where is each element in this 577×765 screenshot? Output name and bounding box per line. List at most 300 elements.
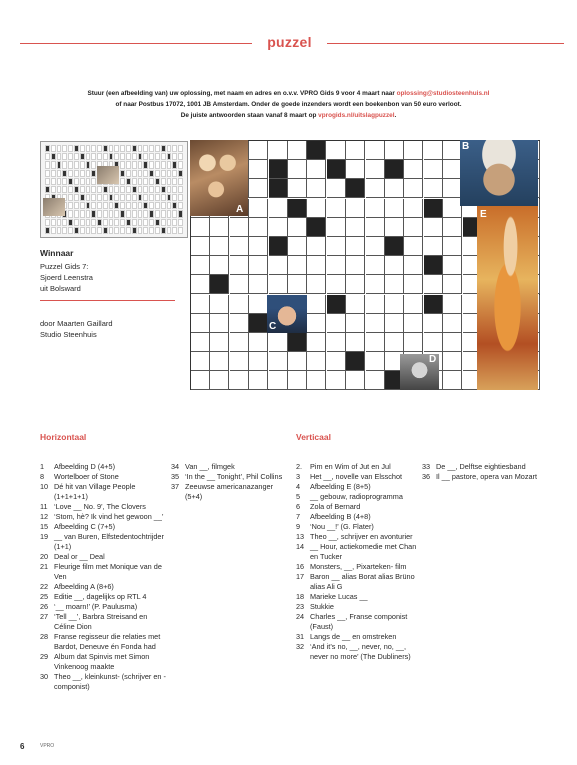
- results-link[interactable]: vprogids.nl/uitslagpuzzel: [318, 112, 395, 119]
- grid-cell[interactable]: [346, 314, 365, 333]
- grid-cell[interactable]: [210, 314, 229, 333]
- grid-cell[interactable]: [191, 275, 210, 294]
- grid-cell[interactable]: [230, 371, 249, 390]
- clue-item: [40, 462, 166, 472]
- intro-text: Stuur (een afbeelding van) uw oplossing, met naam en adres en o.v.v. VPRO Gids 9 voor 4 maart naar oplossing@studiosteenhuis.nl of naar Postbus 17072, 1001 JB Amsterdam. Onder de goede inzenders wordt een boekenbon van 50 euro verloot. De juiste antwoorden staan vanaf 8 maart op vprogids.nl/uitslagpuzzel.: [60, 88, 517, 121]
- clue-item: [40, 512, 166, 522]
- grid-cell[interactable]: [366, 295, 385, 314]
- grid-cell[interactable]: [366, 371, 385, 390]
- grid-cell[interactable]: [424, 237, 443, 256]
- clue-item: [296, 502, 420, 512]
- grid-cell[interactable]: [307, 295, 326, 314]
- clue-number: 37: [171, 482, 180, 491]
- credits: [40, 318, 113, 340]
- clue-text: ‘__ moarn!’ (P. Paulusma): [54, 602, 138, 611]
- clue-text: Afbeelding C (7+5): [54, 522, 116, 531]
- grid-cell[interactable]: [366, 218, 385, 237]
- grid-cell[interactable]: [230, 314, 249, 333]
- grid-cell[interactable]: [307, 314, 326, 333]
- clue-number: 26: [40, 602, 49, 611]
- grid-cell[interactable]: [366, 179, 385, 198]
- clue-text: Marieke Lucas __: [310, 592, 368, 601]
- grid-cell[interactable]: [327, 275, 346, 294]
- clue-item: [296, 602, 420, 612]
- grid-cell[interactable]: [346, 295, 365, 314]
- grid-cell[interactable]: [210, 275, 229, 294]
- grid-cell[interactable]: [404, 141, 423, 160]
- clue-number: 10: [40, 482, 49, 491]
- grid-cell[interactable]: [327, 256, 346, 275]
- clue-item: [171, 472, 291, 482]
- photo-label: A: [236, 204, 244, 215]
- grid-cell[interactable]: [191, 333, 210, 352]
- photo-label: E: [480, 209, 487, 220]
- clue-number: 14: [296, 542, 305, 551]
- grid-cell[interactable]: [230, 295, 249, 314]
- grid-cell[interactable]: [230, 218, 249, 237]
- grid-cell[interactable]: [385, 237, 404, 256]
- grid-cell[interactable]: [307, 256, 326, 275]
- clue-item: [40, 472, 166, 482]
- grid-cell[interactable]: [346, 352, 365, 371]
- grid-cell[interactable]: [307, 199, 326, 218]
- clue-text: ‘Stom, hè? Ik vind het gewoon __’: [54, 512, 164, 521]
- clue-number: 15: [40, 522, 49, 531]
- grid-cell[interactable]: [385, 218, 404, 237]
- grid-cell[interactable]: [366, 314, 385, 333]
- page-number: 6: [20, 742, 25, 751]
- grid-cell[interactable]: [210, 333, 229, 352]
- grid-cell[interactable]: [249, 275, 268, 294]
- grid-cell[interactable]: [327, 314, 346, 333]
- photo-label: C: [269, 321, 277, 332]
- clue-item: [40, 522, 166, 532]
- grid-cell[interactable]: [385, 160, 404, 179]
- clue-number: 1: [40, 462, 45, 471]
- clue-text: Il __ pastore, opera van Mozart: [436, 472, 537, 481]
- clue-number: 9: [296, 522, 301, 531]
- grid-cell[interactable]: [424, 256, 443, 275]
- grid-cell[interactable]: [269, 199, 288, 218]
- clue-item: [40, 502, 166, 512]
- grid-cell[interactable]: [366, 199, 385, 218]
- grid-cell[interactable]: [404, 295, 423, 314]
- clue-text: Baron __ alias Borat alias Brüno alias Ali G: [310, 572, 415, 591]
- winner-heading: Winnaar: [40, 248, 74, 258]
- clue-number: 29: [40, 652, 49, 661]
- grid-cell[interactable]: [191, 295, 210, 314]
- grid-cell[interactable]: [404, 179, 423, 198]
- grid-cell[interactable]: [191, 314, 210, 333]
- grid-cell[interactable]: [307, 179, 326, 198]
- grid-cell[interactable]: [249, 256, 268, 275]
- clue-item: [296, 572, 420, 592]
- clue-text: Afbeelding D (4+5): [54, 462, 116, 471]
- email-link[interactable]: oplossing@studiosteenhuis.nl: [396, 90, 490, 97]
- grid-cell[interactable]: [366, 160, 385, 179]
- grid-cell[interactable]: [424, 141, 443, 160]
- grid-cell[interactable]: [346, 256, 365, 275]
- grid-cell[interactable]: [269, 256, 288, 275]
- photo-label: D: [429, 354, 437, 365]
- grid-cell[interactable]: [346, 218, 365, 237]
- grid-cell[interactable]: [210, 256, 229, 275]
- intro-line3: De juiste antwoorden staan vanaf 8 maart op: [180, 112, 319, 119]
- grid-cell[interactable]: [385, 256, 404, 275]
- grid-cell[interactable]: [424, 295, 443, 314]
- clue-text: Dé hit van Village People (1+1+1+1): [54, 482, 136, 501]
- grid-cell[interactable]: [404, 333, 423, 352]
- section-title: puzzel: [267, 34, 312, 50]
- horizontal-clues-col2: [171, 462, 291, 502]
- grid-cell[interactable]: [443, 256, 462, 275]
- clue-number: 2.: [296, 462, 303, 471]
- grid-cell[interactable]: [443, 352, 462, 371]
- grid-cell[interactable]: [307, 160, 326, 179]
- grid-cell[interactable]: [307, 141, 326, 160]
- clue-text: Editie __, dagelijks op RTL 4: [54, 592, 147, 601]
- photo-e: [477, 206, 538, 390]
- grid-cell[interactable]: [385, 275, 404, 294]
- clue-number: 30: [40, 672, 49, 681]
- clue-item: [296, 532, 420, 542]
- grid-cell[interactable]: [288, 333, 307, 352]
- grid-cell[interactable]: [307, 237, 326, 256]
- grid-cell[interactable]: [385, 333, 404, 352]
- grid-cell[interactable]: [327, 179, 346, 198]
- grid-cell[interactable]: [346, 160, 365, 179]
- clue-text: ‘In the __ Tonight’, Phil Collins: [185, 472, 283, 481]
- grid-cell[interactable]: [249, 295, 268, 314]
- grid-cell[interactable]: [443, 371, 462, 390]
- photo-b: [460, 140, 538, 206]
- clue-text: ‘And it’s no, __, never, no, __, never no more’ (The Dubliners): [310, 642, 411, 661]
- grid-cell[interactable]: [288, 141, 307, 160]
- grid-cell[interactable]: [269, 141, 288, 160]
- grid-cell[interactable]: [249, 218, 268, 237]
- grid-cell[interactable]: [288, 352, 307, 371]
- divider: [40, 300, 175, 301]
- clue-number: 18: [296, 592, 305, 601]
- grid-cell[interactable]: [385, 141, 404, 160]
- grid-cell[interactable]: [288, 218, 307, 237]
- photo-c: [267, 295, 307, 333]
- author: door Maarten Gaillard: [40, 319, 113, 328]
- grid-cell[interactable]: [404, 199, 423, 218]
- clue-number: 13: [296, 532, 305, 541]
- clue-item: [40, 552, 166, 562]
- clue-text: Wortelboer of Stone: [54, 472, 119, 481]
- clue-item: [40, 482, 166, 502]
- clue-number: 4: [296, 482, 301, 491]
- clue-number: 32: [296, 642, 305, 651]
- grid-cell[interactable]: [327, 333, 346, 352]
- grid-cell[interactable]: [404, 314, 423, 333]
- grid-cell[interactable]: [230, 275, 249, 294]
- clue-text: __ van Buren, Elfstedentochtrijder (1+1): [54, 532, 164, 551]
- grid-cell[interactable]: [404, 275, 423, 294]
- clue-item: [40, 632, 166, 652]
- grid-cell[interactable]: [249, 199, 268, 218]
- header-rule-right: [327, 43, 564, 44]
- grid-cell[interactable]: [191, 371, 210, 390]
- clue-number: 31: [296, 632, 305, 641]
- grid-cell[interactable]: [327, 199, 346, 218]
- clue-item: [296, 472, 420, 482]
- clue-text: ‘Tell __’, Barbra Streisand en Céline Dion: [54, 612, 148, 631]
- winner-name: Sjoerd Leenstra: [40, 273, 93, 282]
- clue-text: __ Hour, actiekomedie met Chan en Tucker: [310, 542, 417, 561]
- clue-number: 7: [296, 512, 301, 521]
- grid-cell[interactable]: [191, 352, 210, 371]
- grid-cell[interactable]: [327, 237, 346, 256]
- clue-number: 36: [422, 472, 431, 481]
- clue-text: Fleurige film met Monique van de Ven: [54, 562, 162, 581]
- grid-cell[interactable]: [307, 352, 326, 371]
- clue-number: 34: [171, 462, 180, 471]
- clue-item: [296, 512, 420, 522]
- grid-cell[interactable]: [346, 275, 365, 294]
- clue-text: Afbeelding A (8+6): [54, 582, 114, 591]
- grid-cell[interactable]: [249, 141, 268, 160]
- grid-cell[interactable]: [307, 371, 326, 390]
- clue-item: [296, 482, 420, 492]
- clue-item: [40, 612, 166, 632]
- grid-cell[interactable]: [346, 179, 365, 198]
- clue-text: Stukkie: [310, 602, 334, 611]
- winner-block: [40, 248, 93, 294]
- clue-item: [296, 642, 420, 662]
- grid-cell[interactable]: [327, 141, 346, 160]
- winner-line: Puzzel Gids 7:: [40, 262, 89, 271]
- grid-cell[interactable]: [288, 371, 307, 390]
- grid-cell[interactable]: [424, 199, 443, 218]
- previous-solution-thumbnail: [40, 141, 188, 238]
- clue-item: [171, 482, 291, 502]
- clue-text: Zeeuwse americanazanger (5+4): [185, 482, 274, 501]
- clue-item: [422, 472, 546, 482]
- grid-cell[interactable]: [210, 218, 229, 237]
- footer-logo: VPRO: [40, 743, 55, 749]
- grid-cell[interactable]: [249, 371, 268, 390]
- clue-text: Pim en Wim of Jut en Jul: [310, 462, 391, 471]
- clue-number: 27: [40, 612, 49, 621]
- clue-number: 21: [40, 562, 49, 571]
- clue-item: [40, 592, 166, 602]
- clue-number: 28: [40, 632, 49, 641]
- grid-cell[interactable]: [269, 275, 288, 294]
- clue-item: [171, 462, 291, 472]
- vertical-heading: Verticaal: [296, 432, 331, 442]
- clue-text: ‘Love __ No. 9’, The Clovers: [54, 502, 146, 511]
- grid-cell[interactable]: [385, 295, 404, 314]
- grid-cell[interactable]: [307, 218, 326, 237]
- grid-cell[interactable]: [210, 371, 229, 390]
- grid-cell[interactable]: [404, 256, 423, 275]
- clue-item: [296, 542, 420, 562]
- grid-cell[interactable]: [230, 333, 249, 352]
- grid-cell[interactable]: [327, 352, 346, 371]
- grid-cell[interactable]: [269, 179, 288, 198]
- grid-cell[interactable]: [443, 275, 462, 294]
- clue-text: Franse regisseur die relaties met Bardot, Deneuve én Fonda had: [54, 632, 161, 651]
- grid-cell[interactable]: [443, 314, 462, 333]
- grid-cell[interactable]: [288, 160, 307, 179]
- grid-cell[interactable]: [327, 295, 346, 314]
- clue-text: Zola of Bernard: [310, 502, 361, 511]
- grid-cell[interactable]: [249, 237, 268, 256]
- grid-cell[interactable]: [424, 314, 443, 333]
- grid-cell[interactable]: [191, 237, 210, 256]
- clue-number: 25: [40, 592, 49, 601]
- clue-text: Theo __, kleinkunst- (schrijver en -componist): [54, 672, 166, 691]
- photo-d: [400, 354, 439, 390]
- clue-item: [40, 532, 166, 552]
- clue-number: 17: [296, 572, 305, 581]
- grid-cell[interactable]: [366, 275, 385, 294]
- grid-cell[interactable]: [366, 237, 385, 256]
- grid-cell[interactable]: [443, 295, 462, 314]
- clue-text: Monsters, __, Pixarteken- film: [310, 562, 407, 571]
- grid-cell[interactable]: [269, 352, 288, 371]
- grid-cell[interactable]: [230, 352, 249, 371]
- clue-text: __ gebouw, radioprogramma: [310, 492, 403, 501]
- clue-item: [296, 562, 420, 572]
- grid-cell[interactable]: [424, 333, 443, 352]
- grid-cell[interactable]: [424, 160, 443, 179]
- grid-cell[interactable]: [327, 160, 346, 179]
- grid-cell[interactable]: [288, 256, 307, 275]
- clue-number: 20: [40, 552, 49, 561]
- clue-item: [40, 652, 166, 672]
- grid-cell[interactable]: [191, 256, 210, 275]
- grid-cell[interactable]: [346, 237, 365, 256]
- clue-text: Afbeelding B (4+8): [310, 512, 371, 521]
- grid-cell[interactable]: [366, 352, 385, 371]
- clue-item: [296, 612, 420, 632]
- grid-cell[interactable]: [404, 218, 423, 237]
- grid-cell[interactable]: [404, 160, 423, 179]
- grid-cell[interactable]: [346, 141, 365, 160]
- clue-text: Het __, novelle van Elsschot: [310, 472, 403, 481]
- grid-cell[interactable]: [288, 199, 307, 218]
- clue-item: [40, 602, 166, 612]
- horizontal-heading: Horizontaal: [40, 432, 87, 442]
- grid-cell[interactable]: [385, 199, 404, 218]
- photo-label: B: [462, 141, 470, 152]
- solution-photo: [43, 198, 65, 216]
- clue-item: [422, 462, 546, 472]
- grid-cell[interactable]: [191, 218, 210, 237]
- intro-line1: Stuur (een afbeelding van) uw oplossing, met naam en adres en o.v.v. VPRO Gids 9 voor 4 maart naar: [87, 90, 397, 97]
- clue-number: 6: [296, 502, 301, 511]
- grid-cell[interactable]: [424, 218, 443, 237]
- grid-cell[interactable]: [385, 314, 404, 333]
- grid-cell[interactable]: [210, 237, 229, 256]
- clue-item: [296, 522, 420, 532]
- clue-number: 19: [40, 532, 49, 541]
- grid-cell[interactable]: [404, 237, 423, 256]
- clue-item: [296, 592, 420, 602]
- grid-cell[interactable]: [269, 218, 288, 237]
- grid-cell[interactable]: [269, 333, 288, 352]
- grid-cell[interactable]: [443, 333, 462, 352]
- clue-number: 16: [296, 562, 305, 571]
- clue-text: Van __, filmgek: [185, 462, 235, 471]
- grid-cell[interactable]: [443, 237, 462, 256]
- grid-cell[interactable]: [346, 199, 365, 218]
- clue-item: [40, 672, 166, 692]
- grid-cell[interactable]: [210, 295, 229, 314]
- clue-text: Deal or __ Deal: [54, 552, 105, 561]
- grid-cell[interactable]: [366, 141, 385, 160]
- grid-cell[interactable]: [366, 333, 385, 352]
- clue-number: 11: [40, 502, 48, 511]
- grid-cell[interactable]: [366, 256, 385, 275]
- header-rule-left: [20, 43, 252, 44]
- intro-line2: of naar Postbus 17072, 1001 JB Amsterdam. Onder de goede inzenders wordt een boekenbon van 50 euro verloot.: [115, 101, 462, 108]
- grid-cell[interactable]: [249, 352, 268, 371]
- grid-cell[interactable]: [288, 275, 307, 294]
- grid-cell[interactable]: [249, 333, 268, 352]
- grid-cell[interactable]: [307, 333, 326, 352]
- solution-photo: [97, 166, 119, 184]
- clue-text: Charles __, Franse componist (Faust): [310, 612, 408, 631]
- grid-cell[interactable]: [210, 352, 229, 371]
- clue-text: ‘Nou __!’ (G. Flater): [310, 522, 374, 531]
- grid-cell[interactable]: [327, 371, 346, 390]
- clue-number: 5: [296, 492, 301, 501]
- grid-cell[interactable]: [424, 275, 443, 294]
- clue-item: [40, 562, 166, 582]
- clue-item: [296, 492, 420, 502]
- winner-place: uit Bolsward: [40, 284, 81, 293]
- horizontal-clues-col1: [40, 462, 166, 692]
- clue-number: 3: [296, 472, 301, 481]
- photo-a: [190, 140, 248, 216]
- grid-cell[interactable]: [230, 256, 249, 275]
- clue-number: 33: [422, 462, 431, 471]
- grid-cell[interactable]: [385, 179, 404, 198]
- grid-cell[interactable]: [230, 237, 249, 256]
- grid-cell[interactable]: [307, 275, 326, 294]
- grid-cell[interactable]: [249, 314, 268, 333]
- vertical-clues-col2: [422, 462, 546, 482]
- clue-number: 24: [296, 612, 305, 621]
- grid-cell[interactable]: [327, 218, 346, 237]
- grid-cell[interactable]: [288, 179, 307, 198]
- grid-cell[interactable]: [424, 179, 443, 198]
- grid-cell[interactable]: [288, 237, 307, 256]
- clue-text: Langs de __ en omstreken: [310, 632, 397, 641]
- grid-cell[interactable]: [269, 160, 288, 179]
- grid-cell[interactable]: [249, 160, 268, 179]
- clue-text: Afbeelding E (8+5): [310, 482, 371, 491]
- grid-cell[interactable]: [269, 371, 288, 390]
- vertical-clues-col1: [296, 462, 420, 662]
- clue-item: [40, 582, 166, 592]
- clue-text: De __, Delftse eightiesband: [436, 462, 526, 471]
- clue-text: Album dat Spinvis met Simon Vinkenoog maakte: [54, 652, 150, 671]
- grid-cell[interactable]: [269, 237, 288, 256]
- clue-number: 22: [40, 582, 49, 591]
- grid-cell[interactable]: [443, 218, 462, 237]
- grid-cell[interactable]: [346, 333, 365, 352]
- grid-cell[interactable]: [346, 371, 365, 390]
- clue-item: [296, 632, 420, 642]
- studio: Studio Steenhuis: [40, 330, 97, 339]
- grid-cell[interactable]: [249, 179, 268, 198]
